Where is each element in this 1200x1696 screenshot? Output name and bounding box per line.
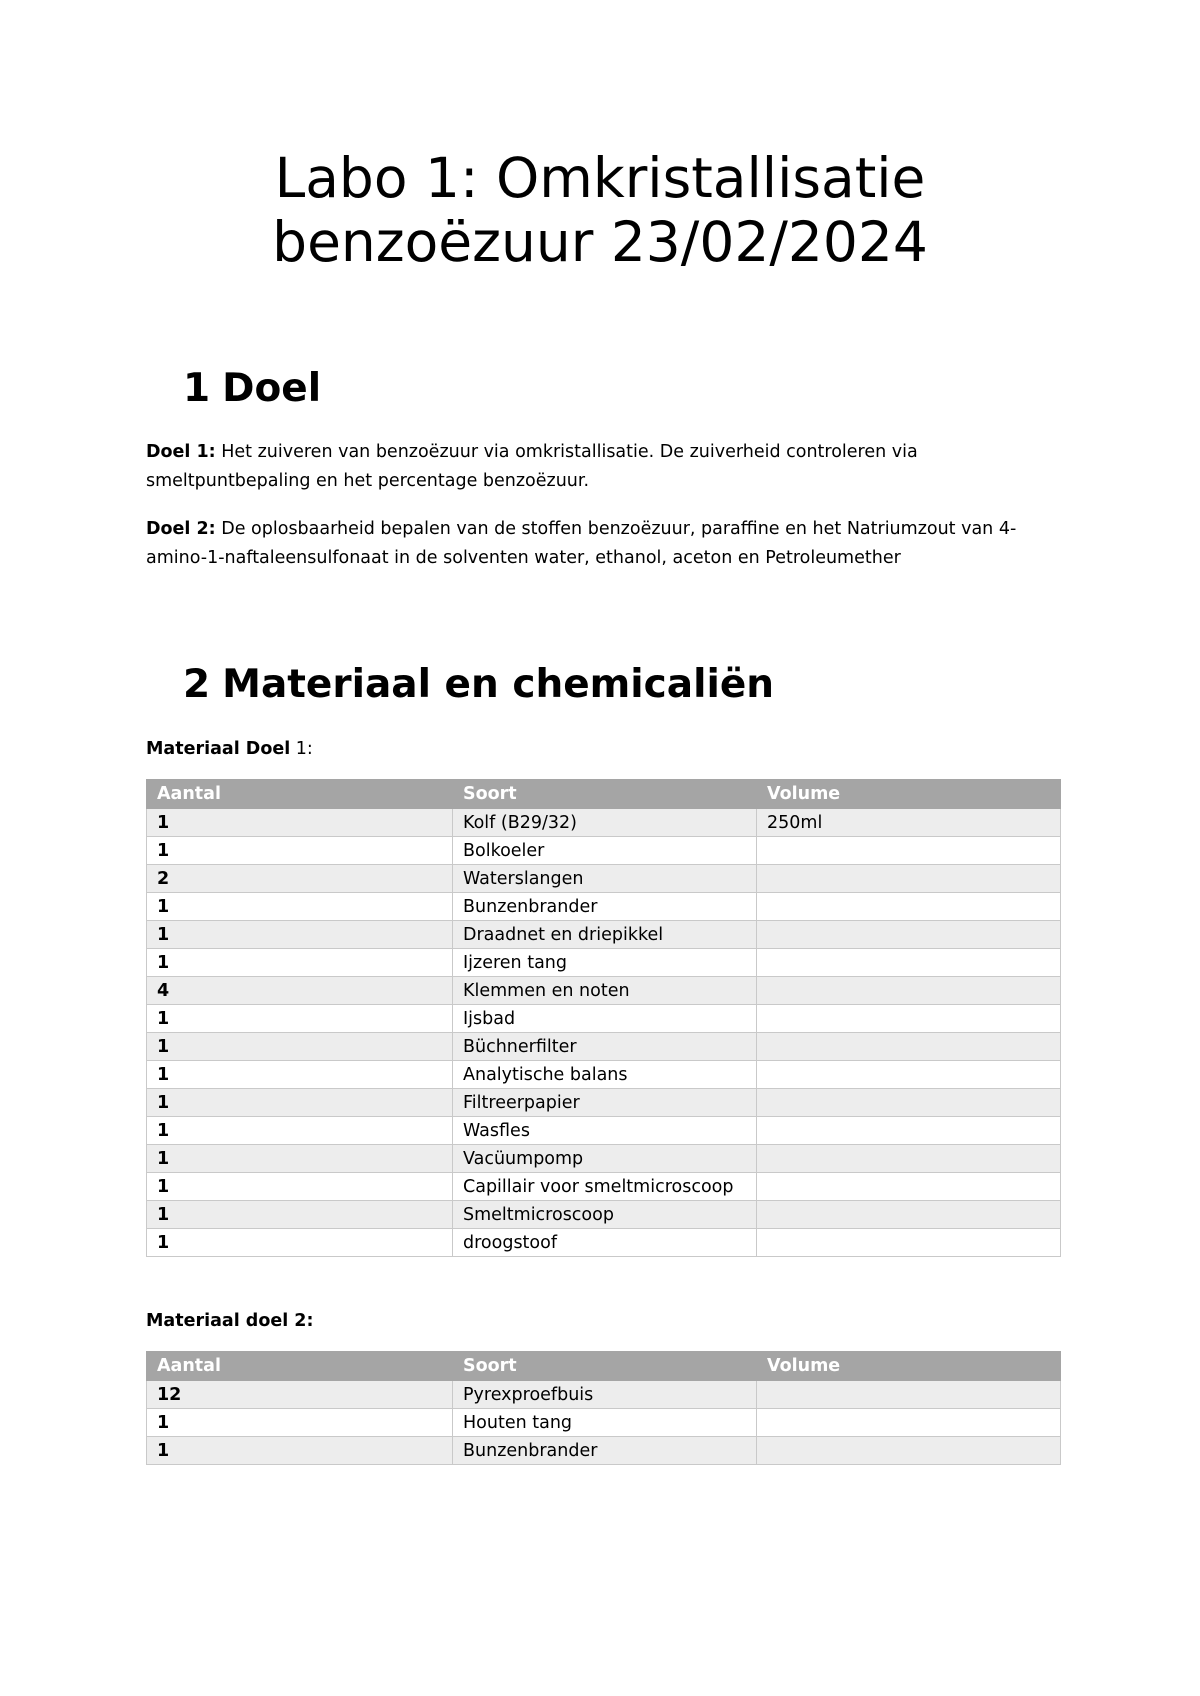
goal-2-text: De oplosbaarheid bepalen van de stoffen benzoëzuur, paraffine en het Natriumzout van 4-amino-1-naftaleensulfonaat in de solventen water, ethanol, aceton en Petroleumether: [146, 519, 1017, 568]
cell-soort: Analytische balans: [453, 1061, 757, 1089]
cell-volume: [757, 1437, 1061, 1465]
cell-aantal: 1: [147, 1033, 453, 1061]
cell-soort: Draadnet en driepikkel: [453, 921, 757, 949]
cell-volume: [757, 1229, 1061, 1257]
table-row: [147, 893, 1061, 921]
cell-volume: [757, 1061, 1061, 1089]
cell-aantal: 1: [147, 1089, 453, 1117]
cell-aantal: 1: [147, 1201, 453, 1229]
column-header-soort: Soort: [453, 780, 757, 809]
cell-volume: [757, 1201, 1061, 1229]
cell-soort: Smeltmicroscoop: [453, 1201, 757, 1229]
table-header-row: [147, 780, 1061, 809]
table-row: [147, 1437, 1061, 1465]
table-1-label-bold: Materiaal Doel: [146, 739, 291, 759]
column-header-volume: Volume: [757, 1352, 1061, 1381]
table-2-label-bold: Materiaal doel 2:: [146, 1311, 314, 1331]
section-heading-doel: [183, 366, 321, 412]
cell-volume: [757, 1173, 1061, 1201]
document-title: [0, 146, 1200, 274]
cell-volume: [757, 1145, 1061, 1173]
cell-soort: Wasfles: [453, 1117, 757, 1145]
cell-aantal: 1: [147, 1005, 453, 1033]
cell-soort: Klemmen en noten: [453, 977, 757, 1005]
goal-2-label: Doel 2:: [146, 519, 216, 539]
table-row: [147, 1145, 1061, 1173]
cell-soort: Waterslangen: [453, 865, 757, 893]
table-row: [147, 949, 1061, 977]
cell-soort: Ijsbad: [453, 1005, 757, 1033]
table-row: [147, 1201, 1061, 1229]
cell-soort: Capillair voor smeltmicroscoop: [453, 1173, 757, 1201]
cell-volume: [757, 1409, 1061, 1437]
cell-soort: Bunzenbrander: [453, 1437, 757, 1465]
document-title-line2: benzoëzuur 23/02/2024: [272, 210, 928, 274]
materials-table-goal-1: [146, 779, 1061, 1257]
column-header-soort: Soort: [453, 1352, 757, 1381]
table-row: [147, 1117, 1061, 1145]
document-title-line1: Labo 1: Omkristallisatie: [274, 146, 926, 210]
cell-volume: [757, 921, 1061, 949]
cell-aantal: 1: [147, 1061, 453, 1089]
table-1-label: [146, 736, 313, 762]
section-number: 2: [183, 662, 211, 707]
table-header-row: [147, 1352, 1061, 1381]
table-row: [147, 1089, 1061, 1117]
goal-1-label: Doel 1:: [146, 442, 216, 462]
cell-soort: Ijzeren tang: [453, 949, 757, 977]
cell-aantal: 1: [147, 893, 453, 921]
cell-volume: [757, 1005, 1061, 1033]
cell-soort: droogstoof: [453, 1229, 757, 1257]
table-row: [147, 865, 1061, 893]
cell-aantal: 1: [147, 837, 453, 865]
cell-aantal: 1: [147, 1117, 453, 1145]
cell-aantal: 1: [147, 1173, 453, 1201]
table-row: [147, 1061, 1061, 1089]
cell-volume: [757, 949, 1061, 977]
table-row: [147, 1229, 1061, 1257]
table-row: [147, 1381, 1061, 1409]
table-row: [147, 837, 1061, 865]
cell-volume: [757, 1381, 1061, 1409]
table-2-label: [146, 1308, 313, 1334]
cell-volume: [757, 1089, 1061, 1117]
cell-soort: Filtreerpapier: [453, 1089, 757, 1117]
cell-volume: [757, 977, 1061, 1005]
cell-aantal: 1: [147, 1437, 453, 1465]
table-row: [147, 809, 1061, 837]
cell-soort: Bolkoeler: [453, 837, 757, 865]
column-header-volume: Volume: [757, 780, 1061, 809]
cell-aantal: 1: [147, 1409, 453, 1437]
goal-1-paragraph: [146, 438, 1056, 496]
cell-volume: [757, 865, 1061, 893]
section-title: Materiaal en chemicaliën: [222, 662, 775, 707]
table-row: [147, 1033, 1061, 1061]
section-number: 1: [183, 366, 211, 411]
cell-soort: Vacüumpomp: [453, 1145, 757, 1173]
cell-aantal: 1: [147, 809, 453, 837]
section-title: Doel: [222, 366, 322, 411]
cell-soort: Pyrexproefbuis: [453, 1381, 757, 1409]
cell-soort: Büchnerfilter: [453, 1033, 757, 1061]
goal-1-text: Het zuiveren van benzoëzuur via omkristallisatie. De zuiverheid controleren via smeltpuntbepaling en het percentage benzoëzuur.: [146, 442, 918, 491]
cell-soort: Bunzenbrander: [453, 893, 757, 921]
cell-aantal: 4: [147, 977, 453, 1005]
column-header-aantal: Aantal: [147, 1352, 453, 1381]
cell-aantal: 1: [147, 1145, 453, 1173]
cell-volume: [757, 1033, 1061, 1061]
table-row: [147, 977, 1061, 1005]
table-row: [147, 921, 1061, 949]
cell-aantal: 12: [147, 1381, 453, 1409]
cell-soort: Kolf (B29/32): [453, 809, 757, 837]
cell-volume: [757, 1117, 1061, 1145]
table-row: [147, 1173, 1061, 1201]
cell-volume: 250ml: [757, 809, 1061, 837]
cell-soort: Houten tang: [453, 1409, 757, 1437]
table-row: [147, 1005, 1061, 1033]
cell-aantal: 2: [147, 865, 453, 893]
cell-volume: [757, 893, 1061, 921]
column-header-aantal: Aantal: [147, 780, 453, 809]
goal-2-paragraph: [146, 515, 1056, 573]
cell-volume: [757, 837, 1061, 865]
materials-table-goal-2: [146, 1351, 1061, 1465]
table-row: [147, 1409, 1061, 1437]
cell-aantal: 1: [147, 949, 453, 977]
cell-aantal: 1: [147, 921, 453, 949]
cell-aantal: 1: [147, 1229, 453, 1257]
section-heading-materiaal: [183, 662, 774, 708]
table-1-label-rest: 1:: [290, 739, 313, 759]
